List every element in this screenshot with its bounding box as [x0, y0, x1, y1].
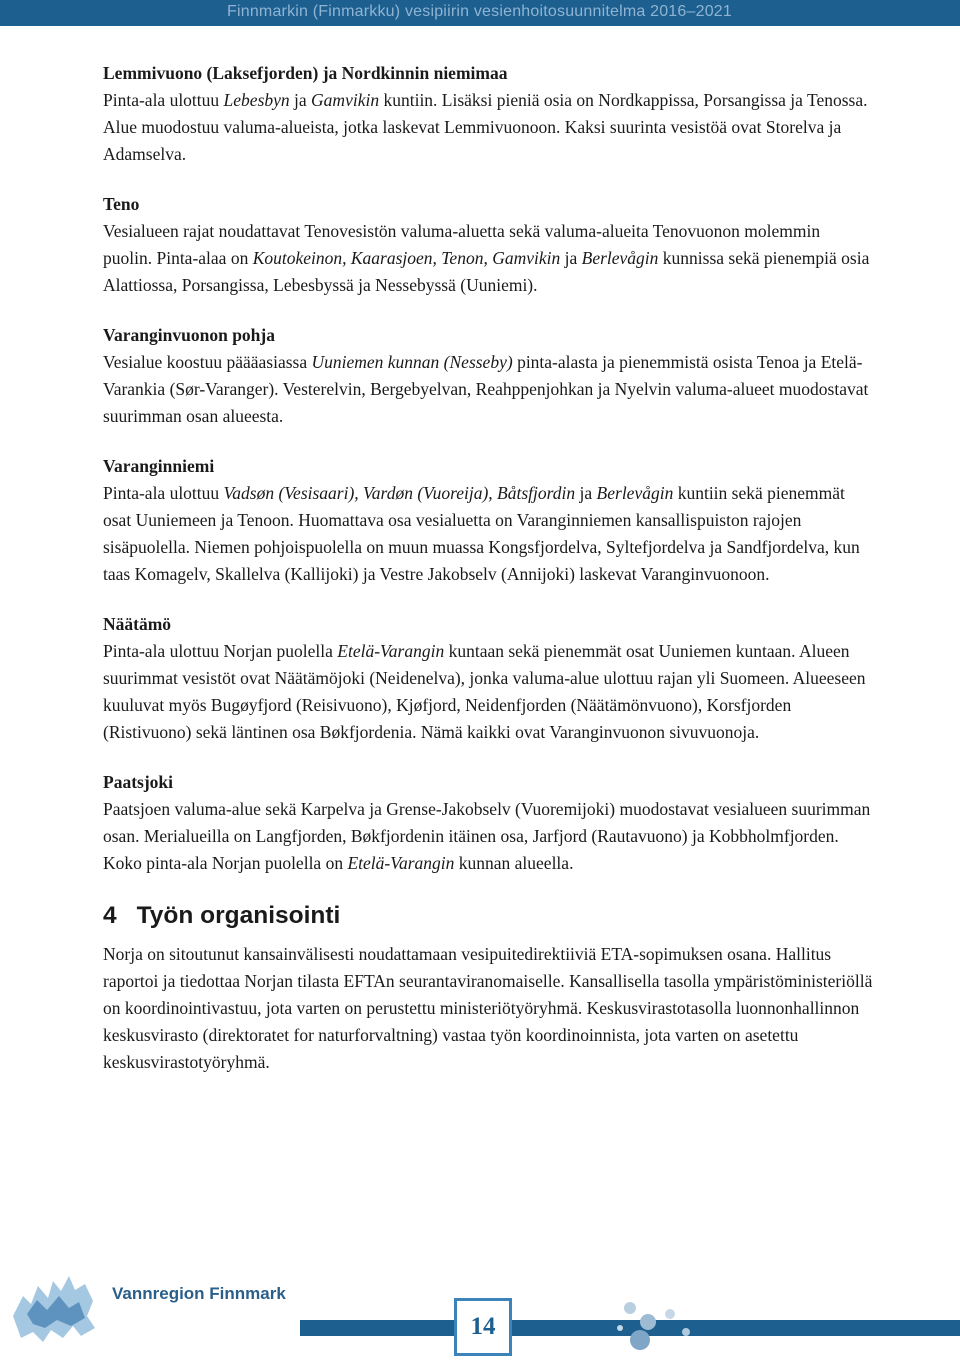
italic-place-name: Gamvikin	[311, 90, 380, 110]
chapter-title: Työn organisointi	[136, 902, 341, 929]
body-text: kuntaan sekä pienemmät osat Uuniemen kuntaan. Alueen suurimmat vesistöt ovat Näätämöjoki (Neidenelva), jonka valuma-alue ulottuu rajan yli Suomeen. Alueeseen kuuluvat myös Bugøyfjord (Reisivuono), Kjøfjord, Neidenfjorden (Näätämönvuono), Korsfjorden (Ristivuono) sekä läntinen osa Bøkfjordenia. Nämä kaikki ovat Varanginvuonon sivuvuonoja.	[103, 641, 866, 742]
finnmark-map-logo	[3, 1256, 103, 1356]
chapter-number: 4	[103, 902, 117, 929]
sections-container	[103, 60, 873, 877]
section-title: Varanginniemi	[103, 456, 215, 476]
section-body	[103, 349, 873, 430]
body-text: ja	[575, 483, 597, 503]
header-bar	[0, 0, 960, 26]
page-number-box	[454, 1298, 512, 1356]
chapter-body: Norja on sitoutunut kansainvälisesti noudattamaan vesipuitedirektiiviä ETA-sopimuksen osana. Hallitus raportoi ja tiedottaa Norjan tilasta EFTAn seurantaviranomaiselle. Kansallisella tasolla ympäristöministeriöllä on koordinointivastuu, jota varten on perustettu ministeriötyöryhmä. Keskusvirastotasolla luonnonhallinnon keskusvirasto (direktoratet for naturforvaltning) vastaa työn koordinoinnista, jota varten on asetettu keskusvirastotyöryhmä.	[103, 944, 873, 1072]
section-title: Paatsjoki	[103, 772, 173, 792]
body-text: pinta-alasta ja pienemmistä osista Tenoa ja Etelä-Varankia (Sør-Varanger). Vesterelvin, Bergebyelvan, Reahppenjohkan ja Nyelvin valuma-alueet muodostavat suurimman osan alueesta.	[103, 352, 869, 426]
section	[103, 769, 873, 877]
section	[103, 611, 873, 746]
italic-place-name: Etelä-Varangin	[337, 641, 445, 661]
italic-place-name: Etelä-Varangin	[347, 853, 455, 873]
italic-place-name: Lebesbyn	[223, 90, 290, 110]
italic-place-name: Koutokeinon, Kaarasjoen, Tenon, Gamvikin	[252, 248, 561, 268]
water-drops-icon	[600, 1288, 720, 1358]
body-text: Pinta-ala ulottuu	[103, 90, 224, 110]
document-title: Finnmarkin (Finmarkku) vesipiirin vesienhoitosuunnitelma 2016–2021	[227, 3, 732, 20]
section-body	[103, 638, 873, 746]
body-text: Pinta-ala ulottuu Norjan puolella	[103, 641, 338, 661]
body-text: kuntiin sekä pienemmät osat Uuniemeen ja Tenoon. Huomattava osa vesialuetta on Varanginniemen kansallispuiston rajojen sisäpuolella. Niemen pohjoispuolella on muun muassa Kongsfjordelva, Syltefjordelva ja Sandfjordelva, kun taas Komagelv, Skallelva (Kallijoki) ja Vestre Jakobselv (Annijoki) laskevat Varanginvuonoon.	[103, 483, 860, 584]
page-content	[103, 60, 873, 1076]
body-text: Vesialue koostuu päääasiassa	[103, 352, 312, 372]
italic-place-name: Vadsøn (Vesisaari), Vardøn (Vuoreija), Båtsfjordin	[223, 483, 576, 503]
section-title: Lemmivuono (Laksefjorden) ja Nordkinnin niemimaa	[103, 63, 508, 83]
section-body	[103, 218, 873, 299]
section	[103, 60, 873, 168]
body-text: ja	[560, 248, 582, 268]
section-body	[103, 87, 873, 168]
section	[103, 191, 873, 299]
page-number: 14	[470, 1313, 496, 1340]
section-title: Varanginvuonon pohja	[103, 325, 275, 345]
page-footer	[0, 1248, 960, 1361]
body-text: kunnissa sekä pienempiä osia Alattiossa, Porsangissa, Lebesbyssä ja Nessebyssä (Uuniemi).	[103, 248, 870, 295]
section-title: Näätämö	[103, 614, 172, 634]
body-text: ja	[289, 90, 312, 110]
section	[103, 322, 873, 430]
section-body	[103, 796, 873, 877]
body-text: kunnan alueella.	[454, 853, 574, 873]
italic-place-name: Uuniemen kunnan (Nesseby)	[311, 352, 513, 372]
section-title: Teno	[103, 194, 140, 214]
section	[103, 453, 873, 588]
section-body	[103, 480, 873, 588]
italic-place-name: Berlevågin	[581, 248, 659, 268]
body-text: Vesialueen rajat noudattavat Tenovesistön valuma-aluetta sekä valuma-alueita Tenovuonon molemmin puolin. Pinta-alaa on	[103, 221, 821, 268]
italic-place-name: Berlevågin	[596, 483, 674, 503]
chapter-heading	[103, 900, 873, 932]
body-text: Paatsjoen valuma-alue sekä Karpelva ja Grense-Jakobselv (Vuoremijoki) muodostavat vesialueen suurimman osan. Merialueilla on Langfjorden, Bøkfjordenin itäinen osa, Jarfjord (Rautavuono) ja Kobbholmfjorden. Koko pinta-ala Norjan puolella on	[103, 799, 871, 873]
footer-brand: Vannregion Finnmark	[112, 1284, 286, 1303]
body-text: Pinta-ala ulottuu	[103, 483, 224, 503]
body-text: kuntiin. Lisäksi pieniä osia on Nordkappissa, Porsangissa ja Tenossa. Alue muodostuu valuma-alueista, jotka laskevat Lemmivuonoon. Kaksi suurinta vesistöä ovat Storelva ja Adamselva.	[103, 90, 868, 164]
